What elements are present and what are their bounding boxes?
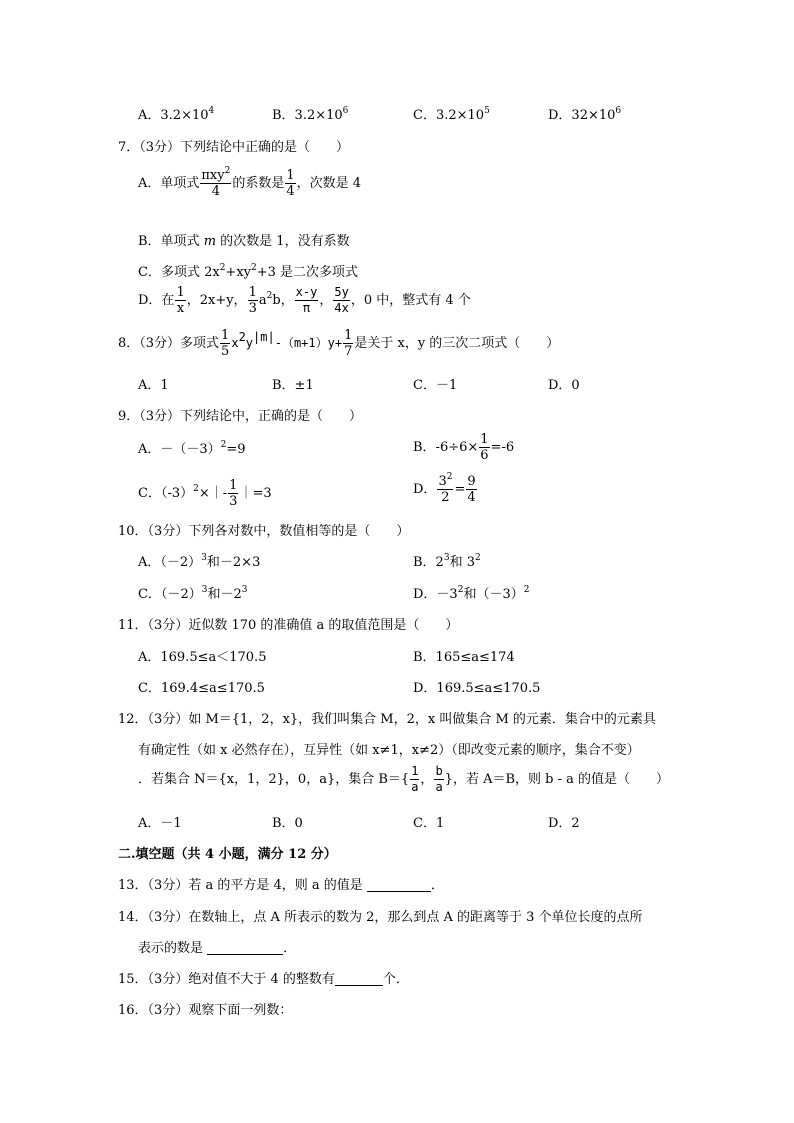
q11-option-a: A．169.5≤a＜170.5: [138, 650, 267, 665]
q6-option-a: A．$3.2\times 10^4$: [138, 106, 215, 123]
q9-option-a: A．$-(-3)^2=9$: [138, 440, 246, 457]
q7-a-fraction: $\frac{\pi xy^2}{4}$: [201, 166, 231, 199]
q11-option-d: D．169.5≤a≤170.5: [413, 681, 541, 696]
q10-stem: 10．（3分）下列各对数中，数值相等的是（ ）: [118, 524, 410, 539]
q12-line-1: 12．（3分）如 M＝{1，2，x}，我们叫集合 M，2，x 叫做集合 M 的元素．集合中的元素具: [118, 712, 656, 727]
q12-option-b: B．0: [272, 816, 303, 831]
q13-stem: 13．（3分）若 a 的平方是 4，则 a 的值是 ．: [118, 878, 444, 893]
q16-stem: 16．（3分）观察下面一列数：: [118, 1003, 293, 1018]
q10-option-b: B．$2^3$和 $3^2$: [413, 553, 481, 570]
q11-option-c: C．169.4≤a≤170.5: [138, 681, 265, 696]
q12-line-3: ．若集合 N＝{x，1，2}，0，a}，集合 B＝{ $\frac{1}{a}$ ， $\frac{b}{a}$ }，若 A＝B，则 b - a 的值是（ ）: [138, 764, 670, 794]
q6-option-c: C．$3.2\times 10^5$: [413, 106, 490, 123]
q8-option-c: C．－1: [413, 378, 458, 393]
q7-option-b: B．单项式 m 的次数是 1，没有系数: [138, 234, 350, 249]
q12-option-c: C．1: [413, 816, 445, 831]
q15-answer-blank[interactable]: [335, 971, 383, 986]
q12-line-2: 有确定性（如 x 必然存在），互异性（如 x≠1，x≠2）（即改变元素的顺序，集合不变）: [138, 743, 640, 758]
q14-line-2: 表示的数是 ．: [138, 941, 297, 956]
q15-stem: 15．（3分）绝对值不大于 4 的整数有 个．: [118, 972, 409, 987]
q8-option-d: D．0: [548, 378, 580, 393]
q6-option-d: D．$32\times 10^6$: [548, 106, 622, 123]
q12-option-a: A．－1: [138, 816, 182, 831]
q9-option-b: B．-6÷6× $\frac{1}{6}$ =-6: [413, 432, 515, 463]
q10-option-a: A．$(-2)^3$和－2×3: [138, 553, 261, 570]
q12-option-d: D．2: [548, 816, 580, 831]
q8-option-b: B．±1: [272, 378, 314, 393]
q9-option-c: C．$(-3)^2\times|-$ $\frac{1}{3}$ ｜=3: [138, 478, 272, 509]
section-heading-fill-in: 二.填空题（共 4 小题，满分 12 分）: [118, 847, 337, 862]
q9-option-d: D． $\frac{3^2}{2}$ = $\frac{9}{4}$: [413, 472, 476, 505]
q6-option-b: B．$3.2\times 10^6$: [272, 106, 349, 123]
q8-option-a: A．1: [138, 378, 169, 393]
q7-a-coef-fraction: $\frac{1}{4}$: [286, 168, 295, 199]
q10-option-c: C．$(-2)^3$和$-2^3$: [138, 585, 248, 602]
q7-option-a: A．单项式 $\frac{\pi xy^2}{4}$ 的系数是 $\frac{1}{4}$ ，次数是 4: [138, 166, 362, 199]
q7-option-d: D．在 $\frac{1}{x}$ ，2x+y， $\frac{1}{3}$ $a^2b$， $\frac{x-y}{\pi}$ ， $\frac{5y}{4x}$ ，0 中，整式有 4 个: [138, 285, 471, 316]
q10-option-d: D．$-3^2$和$(-3)^2$: [413, 585, 530, 602]
q7-stem: 7．（3分）下列结论中正确的是（ ）: [118, 140, 350, 155]
q11-stem: 11．（3分）近似数 170 的准确值 a 的取值范围是（ ）: [118, 618, 459, 633]
q14-answer-blank[interactable]: [207, 940, 283, 955]
q11-option-b: B．165≤a≤174: [413, 650, 515, 665]
q7-option-c: C．多项式 $2x^2+xy^2+3$ 是二次多项式: [138, 263, 359, 280]
q8-stem: 8．（3分）多项式 $\frac{1}{5}$ $x^2y^{|m|}-(m+1)y+$ $\frac{1}{7}$ 是关于 x，y 的三次二项式（ ）: [118, 328, 560, 359]
q14-line-1: 14．（3分）在数轴上，点 A 所表示的数为 2，那么到点 A 的距离等于 3 个单位长度的点所: [118, 910, 643, 925]
q13-answer-blank[interactable]: [367, 877, 431, 892]
q9-stem: 9．（3分）下列结论中，正确的是（ ）: [118, 409, 363, 424]
